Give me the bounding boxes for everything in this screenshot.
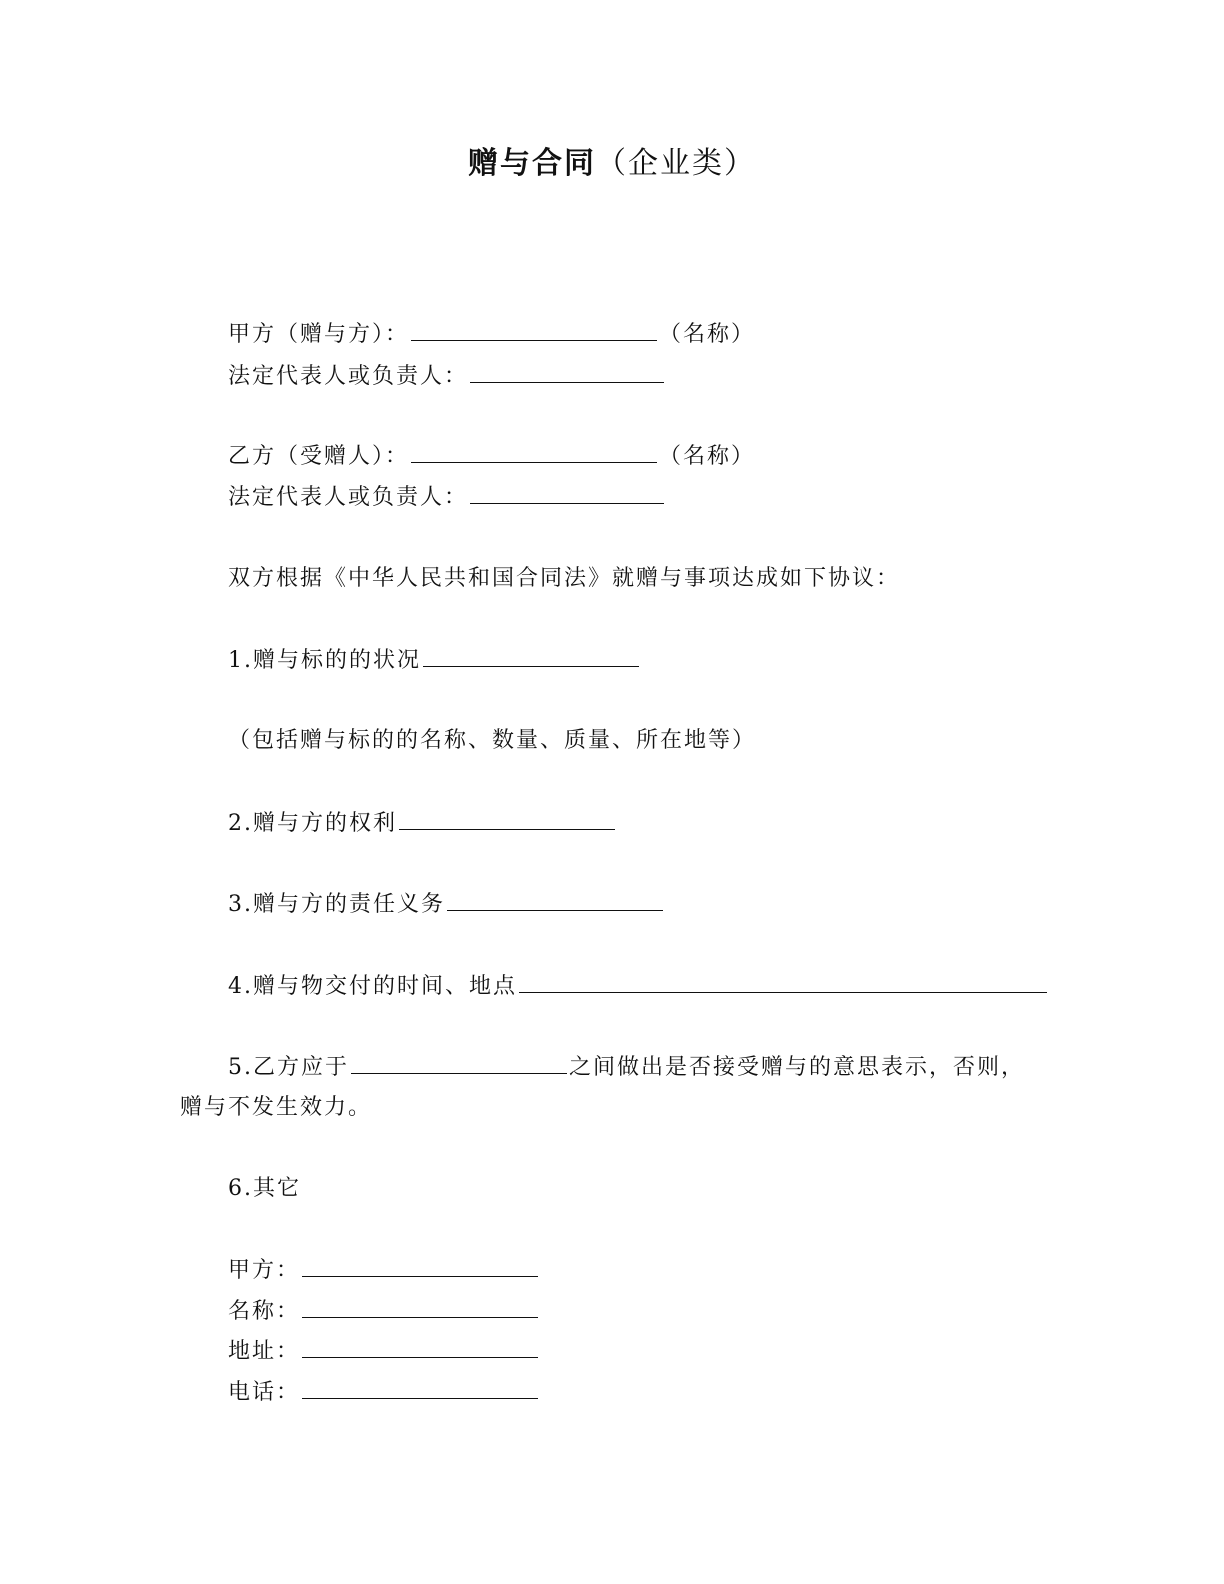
clause-3-label: 3.赠与方的责任义务	[228, 892, 445, 917]
sig-address-row	[228, 1337, 540, 1366]
party-a-rep-row	[228, 362, 666, 391]
sig-phone-label: 电话：	[228, 1380, 301, 1405]
party-b-suffix: （名称）	[659, 444, 756, 469]
sig-party-field[interactable]	[302, 1256, 538, 1277]
clause-2-label: 2.赠与方的权利	[228, 811, 397, 836]
clause-1-label: 1.赠与标的的状况	[228, 648, 421, 673]
page-title	[0, 146, 1224, 182]
sig-phone-row	[228, 1378, 540, 1407]
clause-1-row	[228, 646, 641, 675]
sig-name-label: 名称：	[228, 1299, 301, 1324]
clause-2-row	[228, 809, 617, 838]
sig-party-label: 甲方：	[228, 1258, 301, 1283]
clause-2-field[interactable]	[399, 809, 615, 830]
party-b-label: 乙方（受赠人）：	[228, 444, 410, 469]
party-a-name-field[interactable]	[411, 320, 657, 341]
clause-4-field[interactable]	[519, 972, 1047, 993]
clause-3-row	[228, 890, 665, 919]
clause-5-row	[228, 1053, 1025, 1082]
sig-party-row	[228, 1256, 540, 1285]
party-a-suffix: （名称）	[659, 322, 756, 347]
party-b-rep-label: 法定代表人或负责人：	[228, 485, 469, 510]
title-main: 赠与合同	[468, 146, 596, 181]
clause-3-field[interactable]	[447, 890, 663, 911]
sig-phone-field[interactable]	[302, 1378, 538, 1399]
intro-text: 双方根据《中华人民共和国合同法》就赠与事项达成如下协议：	[228, 566, 901, 591]
sig-name-field[interactable]	[302, 1297, 538, 1318]
sig-address-field[interactable]	[302, 1337, 538, 1358]
clause-4-label: 4.赠与物交付的时间、地点	[228, 974, 517, 999]
sig-address-label: 地址：	[228, 1339, 301, 1364]
party-a-row	[228, 320, 755, 349]
clause-4-row	[228, 972, 1049, 1001]
party-b-rep-row	[228, 483, 666, 512]
clause-5-continuation: 赠与不发生效力。	[180, 1095, 373, 1120]
clause-1-field[interactable]	[423, 646, 639, 667]
clause-5-prefix: 5.乙方应于	[228, 1055, 349, 1080]
party-a-rep-field[interactable]	[470, 362, 664, 383]
title-sub: （企业类）	[596, 146, 756, 181]
sig-name-row	[228, 1297, 540, 1326]
clause-1-note: （包括赠与标的的名称、数量、质量、所在地等）	[228, 728, 757, 753]
party-b-rep-field[interactable]	[470, 483, 664, 504]
clause-5-field[interactable]	[351, 1053, 567, 1074]
party-b-row	[228, 442, 755, 471]
clause-6-label: 6.其它	[228, 1176, 301, 1201]
party-b-name-field[interactable]	[411, 442, 657, 463]
party-a-label: 甲方（赠与方）：	[228, 322, 410, 347]
party-a-rep-label: 法定代表人或负责人：	[228, 364, 469, 389]
clause-5-suffix: 之间做出是否接受赠与的意思表示，否则，	[569, 1055, 1026, 1080]
